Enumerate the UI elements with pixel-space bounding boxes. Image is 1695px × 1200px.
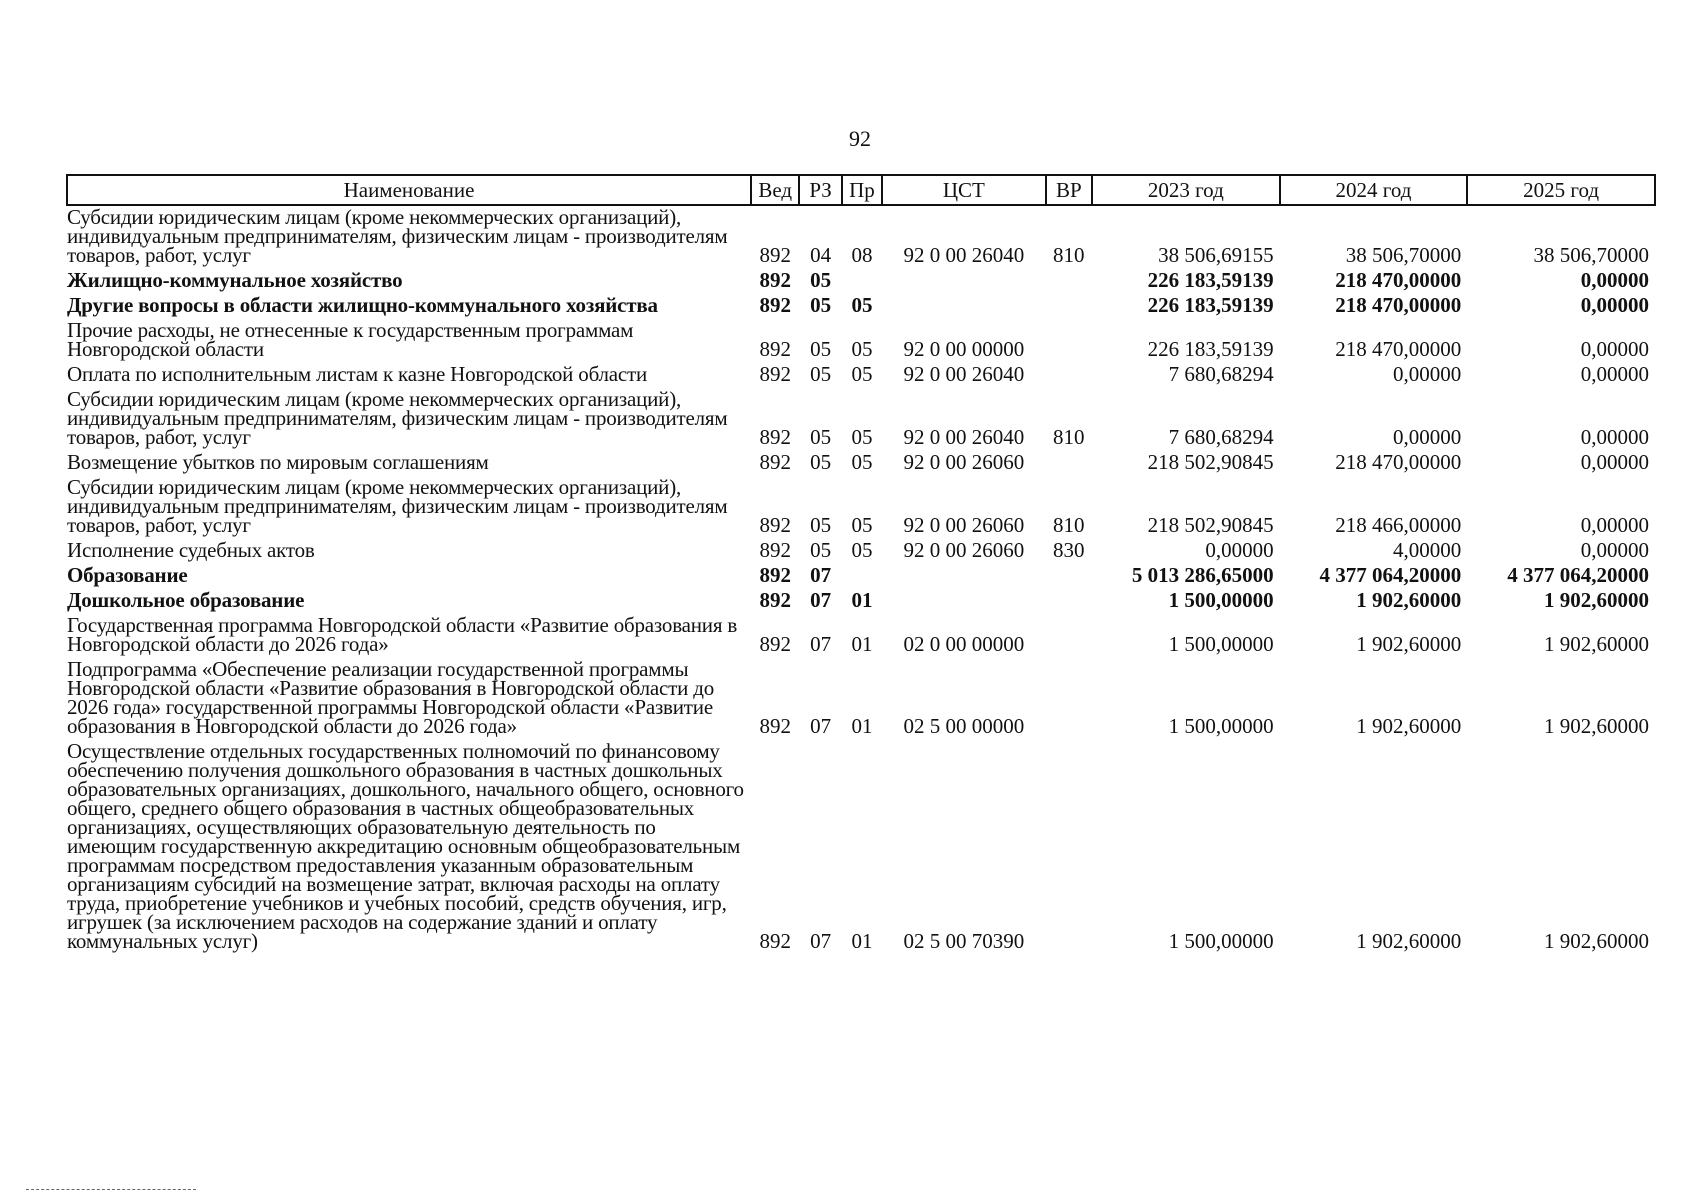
row-vr: 830 [1053, 538, 1085, 562]
header-row [67, 175, 1655, 205]
row-rz: 07 [810, 929, 832, 953]
row-rz: 05 [810, 425, 832, 449]
row-cst: 92 0 00 26040 [903, 362, 1025, 386]
row-amount-2025: 0,00000 [1580, 538, 1649, 562]
row-cst: 02 0 00 00000 [903, 632, 1025, 656]
row-vr [1046, 740, 1092, 955]
row-amount-2025: 4 377 064,20000 [1507, 563, 1649, 587]
row-rz: 04 [810, 243, 832, 267]
row-name: Подпрограмма «Обеспечение реализации государственной программы Новгородской области «Развитие образования в Новгородской области до 2026 года» государственной программы Новгородской области «Развитие образования в Новгородской области до 2026 года» [67, 657, 714, 738]
row-cst: 02 5 00 00000 [903, 714, 1025, 738]
header-cst: ЦСТ [882, 175, 1045, 205]
row-amount-2023: 218 502,90845 [1147, 513, 1274, 537]
row-pr: 08 [851, 243, 873, 267]
row-rz: 05 [810, 293, 832, 317]
row-vr: 810 [1053, 513, 1085, 537]
row-pr: 05 [851, 362, 873, 386]
table-body [67, 205, 1655, 955]
row-rz: 07 [810, 563, 832, 587]
row-pr: 01 [851, 929, 873, 953]
row-name: Дошкольное образование [67, 588, 305, 612]
row-cst: 02 5 00 70390 [903, 929, 1025, 953]
row-pr: 05 [851, 337, 873, 361]
table-row [67, 363, 1655, 388]
table-row [67, 269, 1655, 294]
row-amount-2024: 218 470,00000 [1335, 450, 1462, 474]
row-cst: 92 0 00 26040 [903, 243, 1025, 267]
row-vr [1046, 294, 1092, 319]
row-name: Исполнение судебных актов [67, 538, 315, 562]
row-ved: 892 [759, 929, 791, 953]
row-cst: 92 0 00 26040 [903, 425, 1025, 449]
row-amount-2024: 4,00000 [1393, 538, 1462, 562]
row-ved: 892 [759, 563, 791, 587]
row-name: Возмещение убытков по мировым соглашениям [67, 450, 489, 474]
row-amount-2024: 0,00000 [1393, 425, 1462, 449]
table-row [67, 388, 1655, 451]
row-amount-2024: 1 902,60000 [1356, 929, 1462, 953]
row-amount-2023: 1 500,00000 [1168, 632, 1274, 656]
row-ved: 892 [759, 450, 791, 474]
row-pr: 05 [851, 513, 873, 537]
row-ved: 892 [759, 714, 791, 738]
row-amount-2024: 38 506,70000 [1345, 243, 1462, 267]
row-amount-2025: 38 506,70000 [1533, 243, 1649, 267]
row-rz: 05 [810, 268, 832, 292]
budget-table [66, 174, 1656, 955]
row-name: Субсидии юридическим лицам (кроме некоммерческих организаций), индивидуальным предпринимателям, физическим лицам - производителям товаров, работ, услуг [67, 205, 728, 267]
row-vr [1046, 363, 1092, 388]
row-amount-2023: 226 183,59139 [1147, 337, 1274, 361]
row-name: Жилищно-коммунальное хозяйство [67, 268, 403, 292]
row-rz: 05 [810, 513, 832, 537]
row-rz: 07 [810, 588, 832, 612]
row-amount-2024: 218 470,00000 [1335, 337, 1462, 361]
row-vr [1046, 319, 1092, 363]
row-cst: 92 0 00 26060 [903, 538, 1025, 562]
row-amount-2025: 1 902,60000 [1544, 588, 1649, 612]
row-cst: 92 0 00 26060 [903, 450, 1025, 474]
row-amount-2024: 1 902,60000 [1356, 714, 1462, 738]
row-amount-2025: 0,00000 [1580, 425, 1649, 449]
header-year-2023: 2023 год [1092, 175, 1280, 205]
row-rz: 05 [810, 337, 832, 361]
row-ved: 892 [759, 425, 791, 449]
row-amount-2023: 1 500,00000 [1168, 588, 1274, 612]
row-pr [842, 564, 882, 589]
row-amount-2024: 218 466,00000 [1335, 513, 1462, 537]
row-ved: 892 [759, 243, 791, 267]
row-cst [882, 269, 1045, 294]
row-amount-2024: 1 902,60000 [1356, 632, 1462, 656]
row-rz: 05 [810, 450, 832, 474]
row-amount-2023: 218 502,90845 [1147, 450, 1274, 474]
row-pr: 05 [851, 425, 873, 449]
row-ved: 892 [759, 588, 791, 612]
table-row [67, 205, 1655, 269]
row-amount-2025: 0,00000 [1580, 268, 1649, 292]
row-amount-2023: 5 013 286,65000 [1131, 563, 1274, 587]
row-vr [1046, 564, 1092, 589]
row-ved: 892 [759, 632, 791, 656]
row-ved: 892 [759, 268, 791, 292]
row-name: Другие вопросы в области жилищно-коммунального хозяйства [67, 293, 658, 317]
table-row [67, 614, 1655, 658]
header-vr: ВР [1046, 175, 1092, 205]
row-name: Прочие расходы, не отнесенные к государственным программам Новгородской области [67, 318, 634, 361]
row-amount-2023: 226 183,59139 [1147, 293, 1274, 317]
row-amount-2023: 1 500,00000 [1168, 714, 1274, 738]
row-ved: 892 [759, 538, 791, 562]
row-rz: 07 [810, 632, 832, 656]
row-vr: 810 [1053, 243, 1085, 267]
row-rz: 07 [810, 714, 832, 738]
row-ved: 892 [759, 337, 791, 361]
row-rz: 05 [810, 362, 832, 386]
row-amount-2025: 0,00000 [1580, 293, 1649, 317]
row-cst [882, 294, 1045, 319]
row-pr: 05 [851, 538, 873, 562]
table-row [67, 476, 1655, 539]
header-ved: Вед [751, 175, 799, 205]
table-row [67, 539, 1655, 564]
row-amount-2023: 7 680,68294 [1168, 425, 1274, 449]
row-amount-2025: 1 902,60000 [1544, 929, 1649, 953]
row-pr: 05 [851, 293, 873, 317]
header-pr: Пр [842, 175, 882, 205]
row-amount-2025: 0,00000 [1580, 362, 1649, 386]
row-amount-2025: 1 902,60000 [1544, 632, 1649, 656]
row-amount-2023: 226 183,59139 [1147, 268, 1274, 292]
row-name: Осуществление отдельных государственных полномочий по финансовому обеспечению получения дошкольного образования в частных дошкольных образовательных организациях, дошкольного, начального общего, основного общего, среднего общего образования в частных общеобразовательных организациях, осуществляющих образовательную деятельность по имеющим государственную аккредитацию основным общеобразовательным программам посредством предоставления указанным образовательным организациям субсидий на возмещение затрат, включая расходы на оплату труда, приобретение учебников и учебных пособий, средств обучения, игр, игрушек (за исключением расходов на содержание зданий и оплату коммунальных услуг) [67, 739, 744, 953]
row-amount-2024: 0,00000 [1393, 362, 1462, 386]
row-rz: 05 [810, 538, 832, 562]
row-amount-2025: 0,00000 [1580, 337, 1649, 361]
footer-divider [26, 1189, 196, 1190]
row-ved: 892 [759, 513, 791, 537]
table-row [67, 451, 1655, 476]
row-name: Государственная программа Новгородской области «Развитие образования в Новгородской области до 2026 года» [67, 613, 738, 656]
row-amount-2025: 0,00000 [1580, 450, 1649, 474]
row-cst [882, 564, 1045, 589]
row-amount-2025: 0,00000 [1580, 513, 1649, 537]
row-amount-2023: 38 506,69155 [1158, 243, 1274, 267]
header-name: Наименование [67, 175, 751, 205]
row-cst: 92 0 00 26060 [903, 513, 1025, 537]
table-row [67, 564, 1655, 589]
row-ved: 892 [759, 362, 791, 386]
table-row [67, 740, 1655, 955]
header-rz: РЗ [799, 175, 841, 205]
row-pr: 01 [851, 588, 873, 612]
row-amount-2024: 218 470,00000 [1335, 268, 1462, 292]
page-number: 92 [849, 126, 871, 151]
row-name: Субсидии юридическим лицам (кроме некоммерческих организаций), индивидуальным предпринимателям, физическим лицам - производителям товаров, работ, услуг [67, 387, 728, 449]
row-vr [1046, 658, 1092, 740]
row-amount-2024: 4 377 064,20000 [1319, 563, 1462, 587]
row-pr [842, 269, 882, 294]
row-name: Субсидии юридическим лицам (кроме некоммерческих организаций), индивидуальным предпринимателям, физическим лицам - производителям товаров, работ, услуг [67, 475, 728, 537]
row-amount-2024: 1 902,60000 [1356, 588, 1462, 612]
row-vr [1046, 269, 1092, 294]
row-cst: 92 0 00 00000 [903, 337, 1025, 361]
table-row [67, 658, 1655, 740]
row-pr: 01 [851, 632, 873, 656]
row-vr: 810 [1053, 425, 1085, 449]
row-vr [1046, 451, 1092, 476]
table-row [67, 319, 1655, 363]
row-vr [1046, 589, 1092, 614]
table-row [67, 589, 1655, 614]
header-year-2025: 2025 год [1467, 175, 1655, 205]
row-ved: 892 [759, 293, 791, 317]
table-row [67, 294, 1655, 319]
table-header [67, 175, 1655, 205]
row-amount-2023: 1 500,00000 [1168, 929, 1274, 953]
header-year-2024: 2024 год [1280, 175, 1468, 205]
row-amount-2023: 7 680,68294 [1168, 362, 1274, 386]
row-vr [1046, 614, 1092, 658]
row-amount-2025: 1 902,60000 [1544, 714, 1649, 738]
row-name: Оплата по исполнительным листам к казне Новгородской области [67, 362, 648, 386]
row-amount-2024: 218 470,00000 [1335, 293, 1462, 317]
row-pr: 05 [851, 450, 873, 474]
row-name: Образование [67, 563, 188, 587]
row-pr: 01 [851, 714, 873, 738]
row-amount-2023: 0,00000 [1205, 538, 1274, 562]
row-cst [882, 589, 1045, 614]
